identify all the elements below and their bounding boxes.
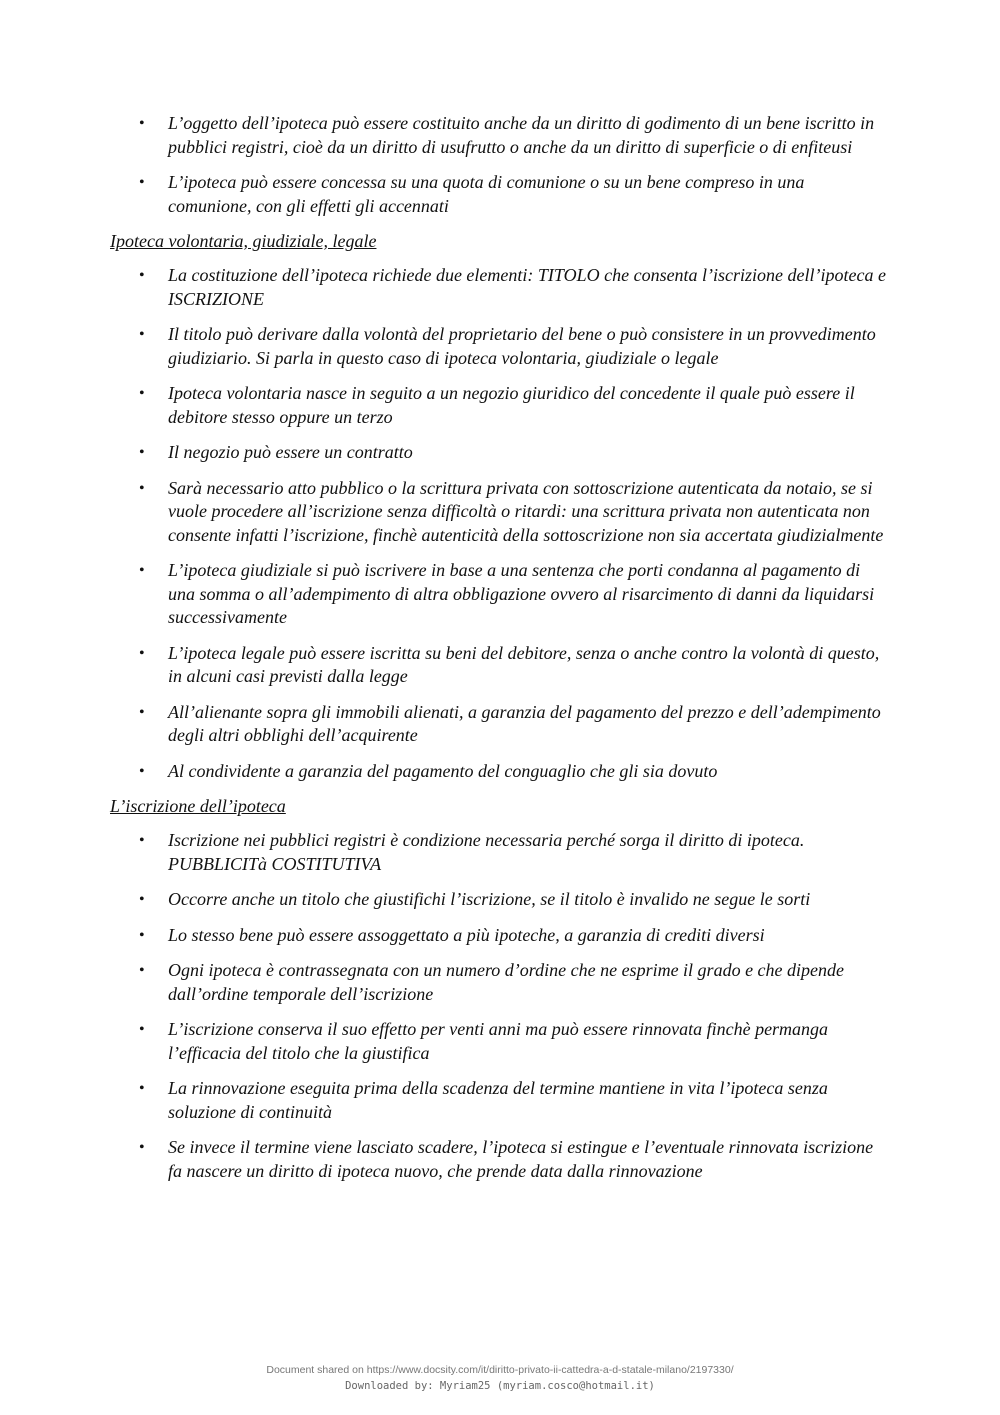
document-page	[110, 112, 890, 1195]
list-item-text: Iscrizione nei pubblici registri è condizione necessaria perché sorga il diritto di ipoteca. PUBBLICITà COSTITUTIVA	[168, 830, 805, 874]
list-item	[110, 924, 890, 948]
list-item-text: Al condividente a garanzia del pagamento del conguaglio che gli sia dovuto	[168, 760, 718, 781]
list-item	[110, 441, 890, 465]
list-item	[110, 1136, 890, 1183]
list-item	[110, 701, 890, 748]
list-item-text: Ogni ipoteca è contrassegnata con un numero d’ordine che ne esprime il grado e che dipende dall’ordine temporale dell’iscrizione	[168, 960, 845, 1004]
list-item	[110, 323, 890, 370]
list-item	[110, 477, 890, 548]
bullet-icon: •	[139, 1080, 145, 1097]
list-item-text: Occorre anche un titolo che giustifichi l’iscrizione, se il titolo è invalido ne segue le sorti	[168, 889, 811, 909]
bullet-icon: •	[139, 326, 145, 343]
list-item	[110, 1018, 890, 1065]
bullet-icon: •	[139, 703, 145, 721]
list-item-text: L’ipoteca può essere concessa su una quota di comunione o su un bene compreso in una comunione, con gli effetti gli accennati	[168, 172, 805, 216]
bullet-icon: •	[139, 644, 145, 662]
page-footer	[0, 1362, 1000, 1394]
list-item	[110, 264, 890, 311]
list-item	[110, 642, 890, 689]
section1-list	[110, 264, 890, 783]
section-heading-ipoteca-volontaria: Ipoteca volontaria, giudiziale, legale	[110, 231, 377, 251]
list-item	[110, 171, 890, 218]
list-item-text: Sarà necessario atto pubblico o la scrittura privata con sottoscrizione autenticata da notaio, se si vuole procedere all’iscrizione senza difficoltà o ritardi: una scrittura privata non autenticata non consente infatti l’iscrizione, finchè autenticità della sottoscrizione non sia accertata giudizialmente	[168, 477, 884, 545]
bullet-icon: •	[139, 115, 145, 132]
list-item-text: Il negozio può essere un contratto	[168, 442, 413, 462]
section2-list	[110, 829, 890, 1183]
list-item	[110, 888, 890, 912]
bullet-icon: •	[139, 962, 145, 979]
list-item	[110, 959, 890, 1006]
bullet-icon: •	[139, 1021, 145, 1038]
list-item-text: L’ipoteca legale può essere iscritta su beni del debitore, senza o anche contro la volontà di questo, in alcuni casi previsti dalla legge	[168, 642, 880, 686]
bullet-icon: •	[139, 832, 145, 849]
bullet-icon: •	[139, 562, 145, 579]
list-item-text: L’oggetto dell’ipoteca può essere costituito anche da un diritto di godimento di un bene iscritto in pubblici registri, cioè da un diritto di usufrutto o anche da un diritto di superficie o di enfiteusi	[168, 113, 875, 157]
bullet-icon: •	[139, 174, 145, 191]
list-item-text: L’iscrizione conserva il suo effetto per venti anni ma può essere rinnovata finchè permanga l’efficacia del titolo che la giustifica	[168, 1019, 829, 1063]
bullet-icon: •	[139, 479, 145, 497]
list-item-text: Il titolo può derivare dalla volontà del proprietario del bene o può consistere in un provvedimento giudiziario. Si parla in questo caso di ipoteca volontaria, giudiziale o legale	[168, 324, 876, 368]
list-item-text: L’ipoteca giudiziale si può iscrivere in base a una sentenza che porti condanna al pagamento di una somma o all’adempimento di altra obbligazione ovvero al risarcimento di danni da liquidarsi successivamente	[168, 560, 875, 627]
footer-downloaded-text: Downloaded by: Myriam25 (myriam.cosco@hotmail.it)	[345, 1380, 655, 1392]
list-item-text: La rinnovazione eseguita prima della scadenza del termine mantiene in vita l’ipoteca senza soluzione di continuità	[168, 1078, 828, 1122]
list-item	[110, 559, 890, 630]
list-item	[110, 112, 890, 159]
section-heading-iscrizione: L’iscrizione dell’ipoteca	[110, 796, 286, 816]
list-item-text: Se invece il termine viene lasciato scadere, l’ipoteca si estingue e l’eventuale rinnovata iscrizione fa nascere un diritto di ipoteca nuovo, che prende data dalla rinnovazione	[168, 1137, 874, 1181]
bullet-icon: •	[139, 926, 145, 944]
bullet-icon: •	[139, 267, 145, 284]
footer-shared-text: Document shared on https://www.docsity.com/it/diritto-privato-ii-cattedra-a-d-statale-milano/2197330/	[266, 1364, 734, 1376]
bullet-icon: •	[139, 444, 145, 461]
list-item-text: All’alienante sopra gli immobili alienati, a garanzia del pagamento del prezzo e dell’adempimento degli altri obblighi dell’acquirente	[168, 701, 881, 745]
list-item	[110, 382, 890, 429]
bullet-icon: •	[139, 762, 145, 780]
list-item	[110, 760, 890, 784]
list-item	[110, 1077, 890, 1124]
list-item-text: Lo stesso bene può essere assoggettato a più ipoteche, a garanzia di crediti diversi	[168, 924, 765, 945]
bullet-icon: •	[139, 1139, 145, 1156]
list-item-text: La costituzione dell’ipoteca richiede due elementi: TITOLO che consenta l’iscrizione dell’ipoteca e ISCRIZIONE	[168, 265, 887, 309]
bullet-icon: •	[139, 891, 145, 908]
intro-list	[110, 112, 890, 218]
list-item-text: Ipoteca volontaria nasce in seguito a un negozio giuridico del concedente il quale può essere il debitore stesso oppure un terzo	[168, 383, 855, 427]
bullet-icon: •	[139, 385, 145, 402]
list-item	[110, 829, 890, 876]
